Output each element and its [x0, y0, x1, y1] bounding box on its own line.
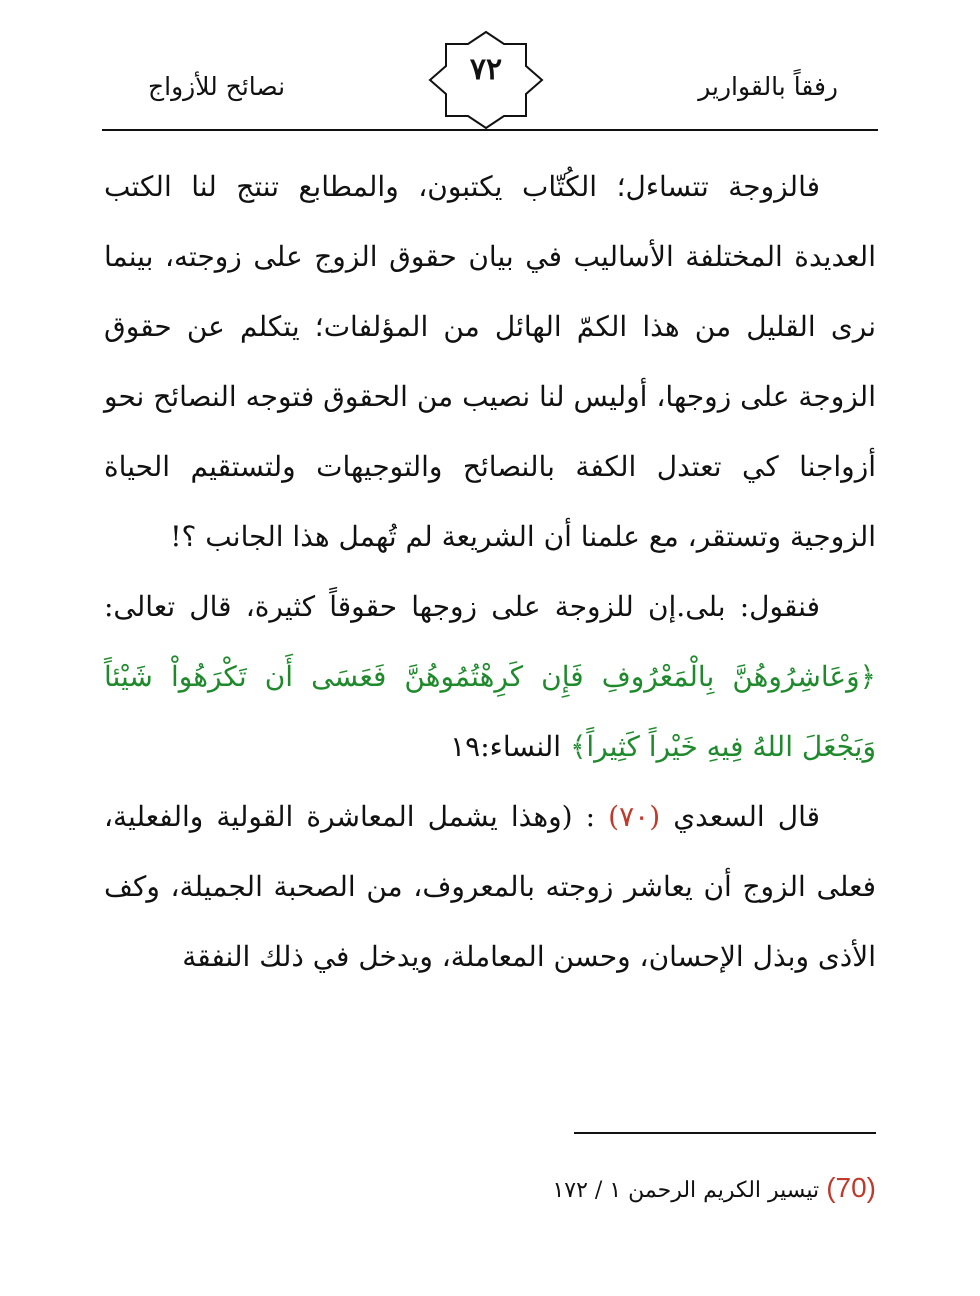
- footnote-text: تيسير الكريم الرحمن ١ / ١٧٢: [552, 1178, 820, 1203]
- header-divider: [102, 129, 878, 131]
- quran-verse: وَعَاشِرُوهُنَّ بِالْمَعْرُوفِ فَإِن كَرِهْتُمُوهُنَّ فَعَسَى أَن تَكْرَهُواْ شَيْئاً وَيَجْعَلَ اللهُ فِيهِ خَيْراً كَثِيراً: [104, 660, 876, 763]
- paragraph-1: فالزوجة تتساءل؛ الكُتّاب يكتبون، والمطابع تنتج لنا الكتب العديدة المختلفة الأساليب في بيان حقوق الزوج على زوجته، بينما نرى القليل من هذا الكمّ الهائل من المؤلفات؛ يتكلم عن حقوق الزوجة على زوجها، أوليس لنا نصيب من الحقوق فتوجه النصائح نحو أزواجنا كي تعتدل الكفة بالنصائح والتوجيهات ولتستقيم الحياة الزوجية وتستقر، مع علمنا أن الشريعة لم تُهمل هذا الجانب ؟!: [104, 170, 876, 553]
- footnote-reference[interactable]: (٧٠): [608, 800, 661, 833]
- paragraph-3: [104, 782, 876, 992]
- paragraph-3-lead: قال السعدي: [673, 800, 820, 833]
- footnote: [552, 1172, 876, 1204]
- page-number-badge: [428, 30, 544, 130]
- header-book-title-right: رفقاً بالقوارير: [698, 72, 838, 101]
- verse-reference: النساء:١٩: [450, 730, 562, 763]
- page-number: ٧٢: [469, 52, 503, 87]
- paragraph-2-intro: فنقول: بلى.إن للزوجة على زوجها حقوقاً كثيرة، قال تعالى:: [104, 590, 820, 623]
- verse-open-bracket: ﴿: [859, 660, 876, 693]
- footnote-number: (70): [826, 1172, 876, 1203]
- header-book-title-left: نصائح للأزواج: [148, 72, 286, 101]
- paragraph-2: [104, 572, 876, 782]
- verse-close-bracket: ﴾: [570, 730, 587, 763]
- paragraph-3-text: : (وهذا يشمل المعاشرة القولية والفعلية، فعلى الزوج أن يعاشر زوجته بالمعروف، من الصحبة الجميلة، وكف الأذى وبذل الإحسان، وحسن المعاملة، ويدخل في ذلك النفقة: [104, 800, 876, 973]
- footnote-divider: [574, 1132, 876, 1134]
- main-text: [104, 152, 876, 992]
